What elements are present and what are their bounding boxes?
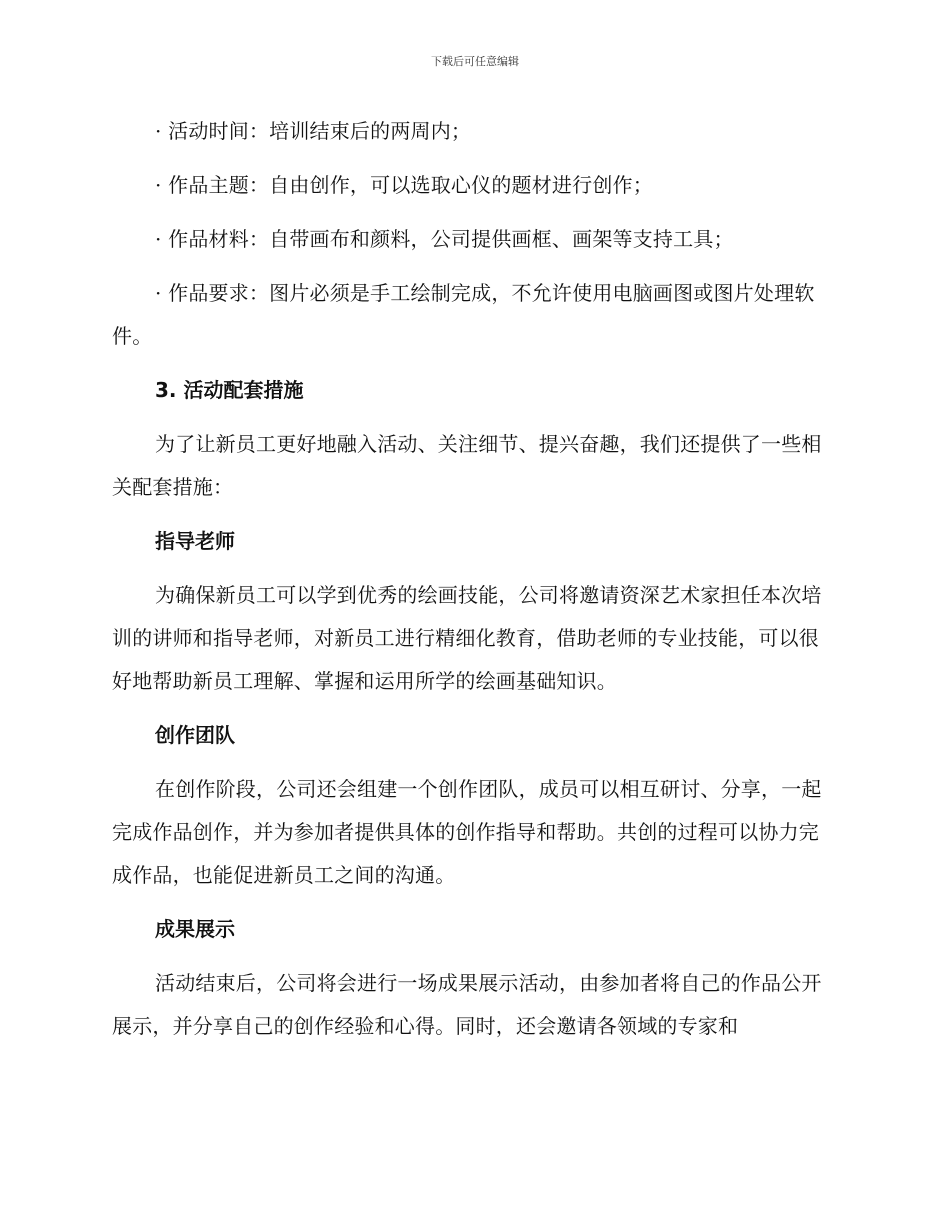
measure-title-team: 创作团队: [155, 723, 235, 747]
bullet-artwork-theme: · 作品主题：自由创作，可以选取心仪的题材进行创作；: [155, 173, 653, 197]
page-header: 下载后可任意编辑: [431, 55, 519, 68]
measure-body-showcase: 活动结束后，公司将会进行一场成果展示活动，由参加者将自己的作品公开展示，并分享自己的创作经验和心得。同时，还会邀请各领域的专家和: [112, 971, 822, 1038]
document-body: [112, 110, 832, 1059]
section-intro: 为了让新员工更好地融入活动、关注细节、提兴奋趣，我们还提供了一些相关配套措施：: [112, 432, 822, 499]
measure-body-team: 在创作阶段，公司还会组建一个创作团队，成员可以相互研讨、分享，一起完成作品创作，并为参加者提供具体的创作指导和帮助。共创的过程可以协力完成作品，也能促进新员工之间的沟通。: [112, 777, 822, 887]
measure-body-mentor: 为确保新员工可以学到优秀的绘画技能，公司将邀请资深艺术家担任本次培训的讲师和指导老师，对新员工进行精细化教育，借助老师的专业技能，可以很好地帮助新员工理解、掌握和运用所学的绘画基础知识。: [112, 583, 822, 693]
measure-title-showcase: 成果展示: [155, 917, 235, 941]
measure-title-mentor: 指导老师: [155, 529, 235, 553]
section-title: 3. 活动配套措施: [155, 378, 304, 402]
bullet-artwork-requirements: · 作品要求：图片必须是手工绘制完成，不允许使用电脑画图或图片处理软件。: [112, 281, 815, 348]
bullet-activity-time: · 活动时间：培训结束后的两周内；: [155, 119, 472, 143]
bullet-artwork-materials: · 作品材料：自带画布和颜料，公司提供画框、画架等支持工具；: [155, 227, 734, 251]
